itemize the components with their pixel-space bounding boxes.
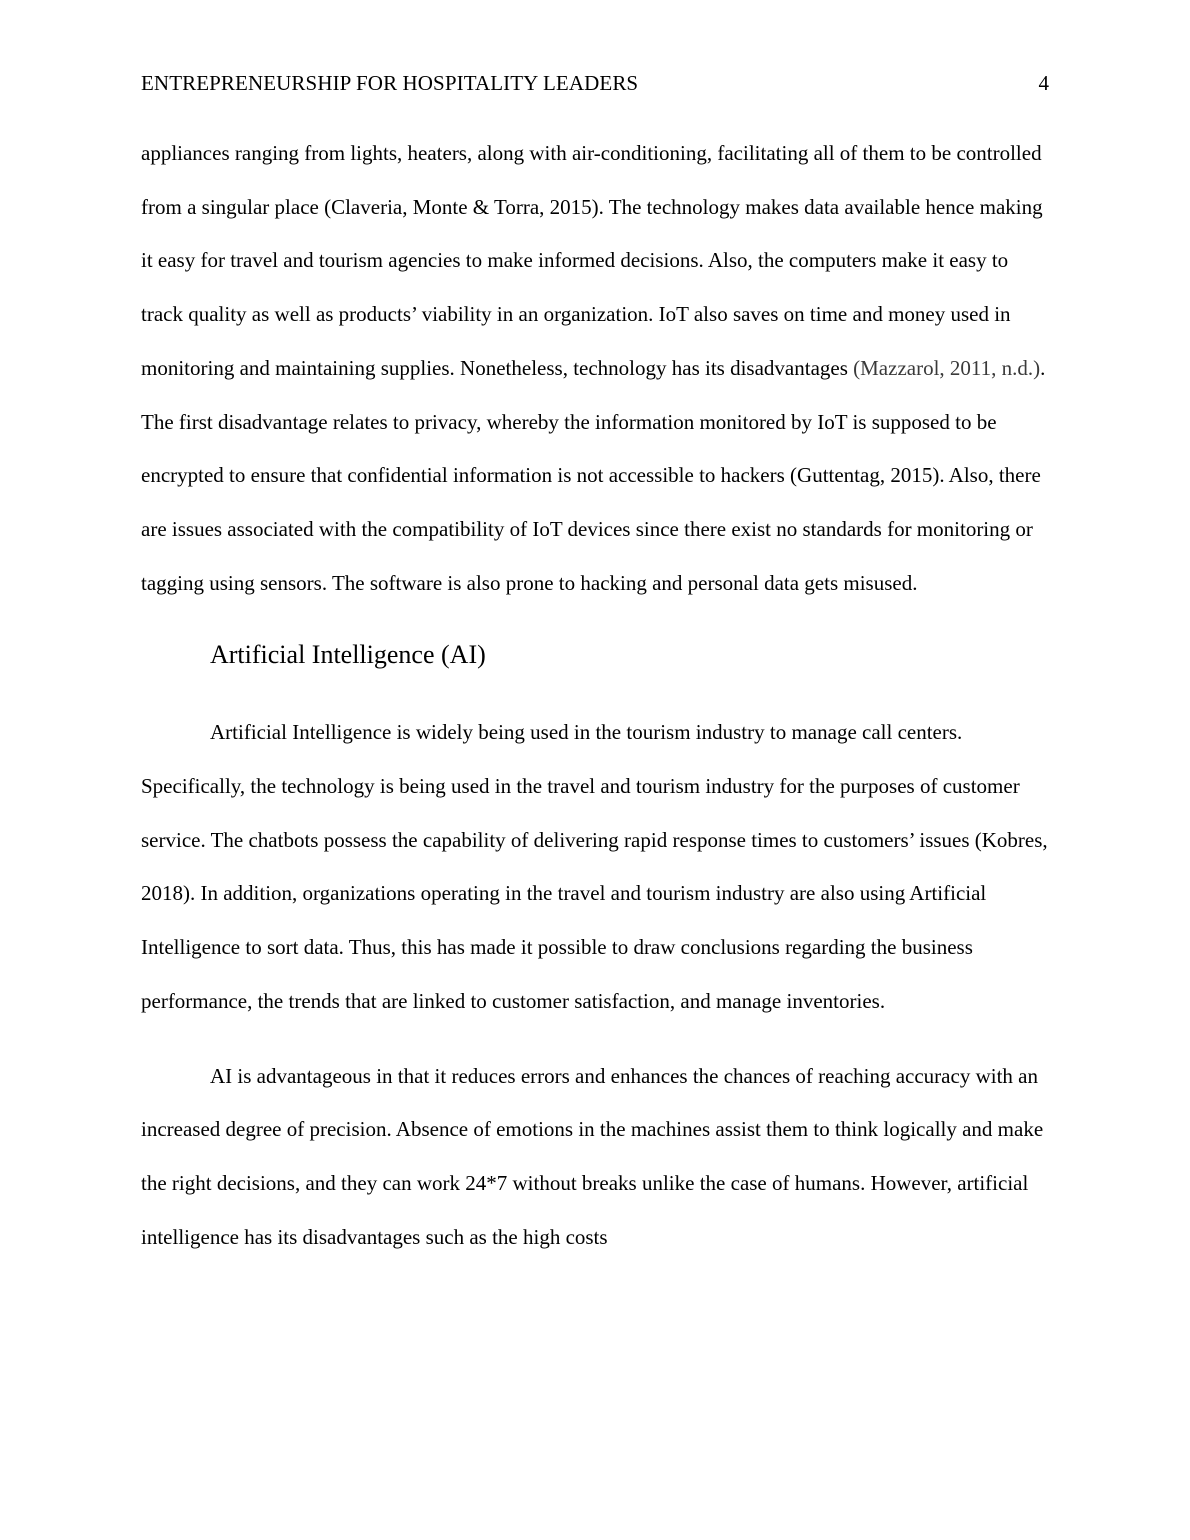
intro-text-part-1: appliances ranging from lights, heaters, along with air-conditioning, facilitating all of them to be controlled from a singular place (Claveria, Monte & Torra, 2015). The technology makes data available hence making it easy for travel and tourism agencies to make informed decisions. Also, the computers make it easy to track quality as well as products’ viability in an organization. IoT also saves on time and money used in monitoring and maintaining supplies. Nonetheless, technology has its disadvantages	[141, 141, 1043, 380]
spacer	[141, 1029, 1051, 1050]
spacer	[141, 679, 1051, 706]
spacer	[141, 610, 1051, 631]
citation-mazzarol: (Mazzarol, 2011, n.d.)	[853, 355, 1041, 380]
intro-paragraph	[141, 127, 1051, 610]
ai-paragraph-1: Artificial Intelligence is widely being used in the tourism industry to manage call centers. Specifically, the technology is being used in the travel and tourism industry for the purposes of customer service. The chatbots possess the capability of delivering rapid response times to customers’ issues (Kobres, 2018). In addition, organizations operating in the travel and tourism industry are also using Artificial Intelligence to sort data. Thus, this has made it possible to draw conclusions regarding the business performance, the trends that are linked to customer satisfaction, and manage inventories.	[141, 720, 1048, 1013]
document-body	[141, 127, 1051, 1264]
ai-paragraph-2: AI is advantageous in that it reduces errors and enhances the chances of reaching accuracy with an increased degree of precision. Absence of emotions in the machines assist them to think logically and make the right decisions, and they can work 24*7 without breaks unlike the case of humans. However, artificial intelligence has its disadvantages such as the high costs	[141, 1063, 1044, 1249]
page-header	[141, 68, 1049, 98]
page-number: 4	[1038, 71, 1049, 95]
intro-text-part-2: . The first disadvantage relates to privacy, whereby the information monitored by IoT is supposed to be encrypted to ensure that confidential information is not accessible to hackers (Guttentag, 2015). Also, there are issues associated with the compatibility of IoT devices since there exist no standards for monitoring or tagging using sensors. The software is also prone to hacking and personal data gets misused.	[141, 355, 1046, 595]
running-head: ENTREPRENEURSHIP FOR HOSPITALITY LEADERS	[141, 71, 639, 95]
section-heading-ai: Artificial Intelligence (AI)	[210, 640, 486, 670]
